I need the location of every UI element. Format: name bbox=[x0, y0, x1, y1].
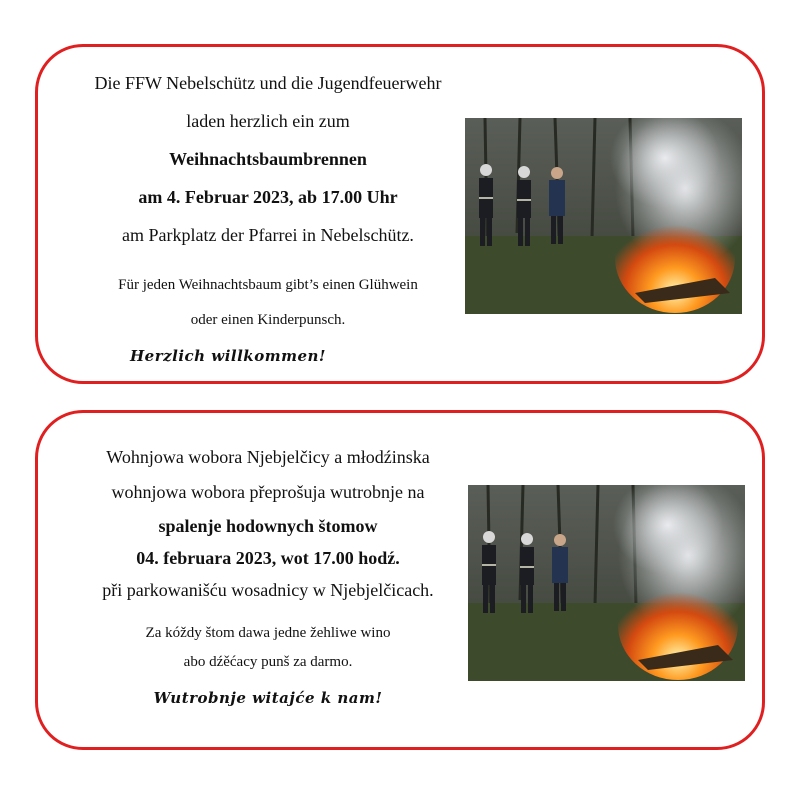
event-title: spalenje hodownych štomow bbox=[158, 516, 378, 536]
intro-line-2: laden herzlich ein zum bbox=[186, 111, 350, 131]
intro-line-1: Die FFW Nebelschütz und die Jugendfeuerwehr bbox=[94, 73, 442, 93]
event-location: při parkowanišću wosadnicy w Njebjelčicach. bbox=[102, 580, 434, 600]
offer-line-2: oder einen Kinderpunsch. bbox=[190, 312, 346, 328]
offer-line-2: abo dźěćacy punš za darmo. bbox=[183, 654, 353, 670]
welcome-text: Herzlich willkommen! bbox=[130, 347, 326, 365]
invitation-card-german bbox=[35, 44, 765, 384]
offer-line-1: Für jeden Weihnachtsbaum gibt’s einen Glühwein bbox=[118, 277, 418, 293]
intro-line-2: wohnjowa wobora přeprošuja wutrobnje na bbox=[111, 482, 425, 502]
bonfire-photo bbox=[468, 485, 745, 681]
welcome-text: Wutrobnje witajće k nam! bbox=[153, 689, 383, 707]
intro-line-1: Wohnjowa wobora Njebjelčicy a młodźinska bbox=[106, 447, 430, 467]
event-date: 04. februara 2023, wot 17.00 hodź. bbox=[136, 548, 400, 568]
bonfire-photo-graphic bbox=[465, 118, 742, 314]
offer-line-1: Za kóždy štom dawa jedne žehliwe wino bbox=[145, 625, 391, 641]
bonfire-photo bbox=[465, 118, 742, 314]
event-title: Weihnachtsbaumbrennen bbox=[169, 149, 367, 169]
invitation-card-sorbian bbox=[35, 410, 765, 750]
event-date: am 4. Februar 2023, ab 17.00 Uhr bbox=[138, 187, 398, 207]
event-location: am Parkplatz der Pfarrei in Nebelschütz. bbox=[122, 225, 414, 245]
bonfire-photo-graphic bbox=[468, 485, 745, 681]
